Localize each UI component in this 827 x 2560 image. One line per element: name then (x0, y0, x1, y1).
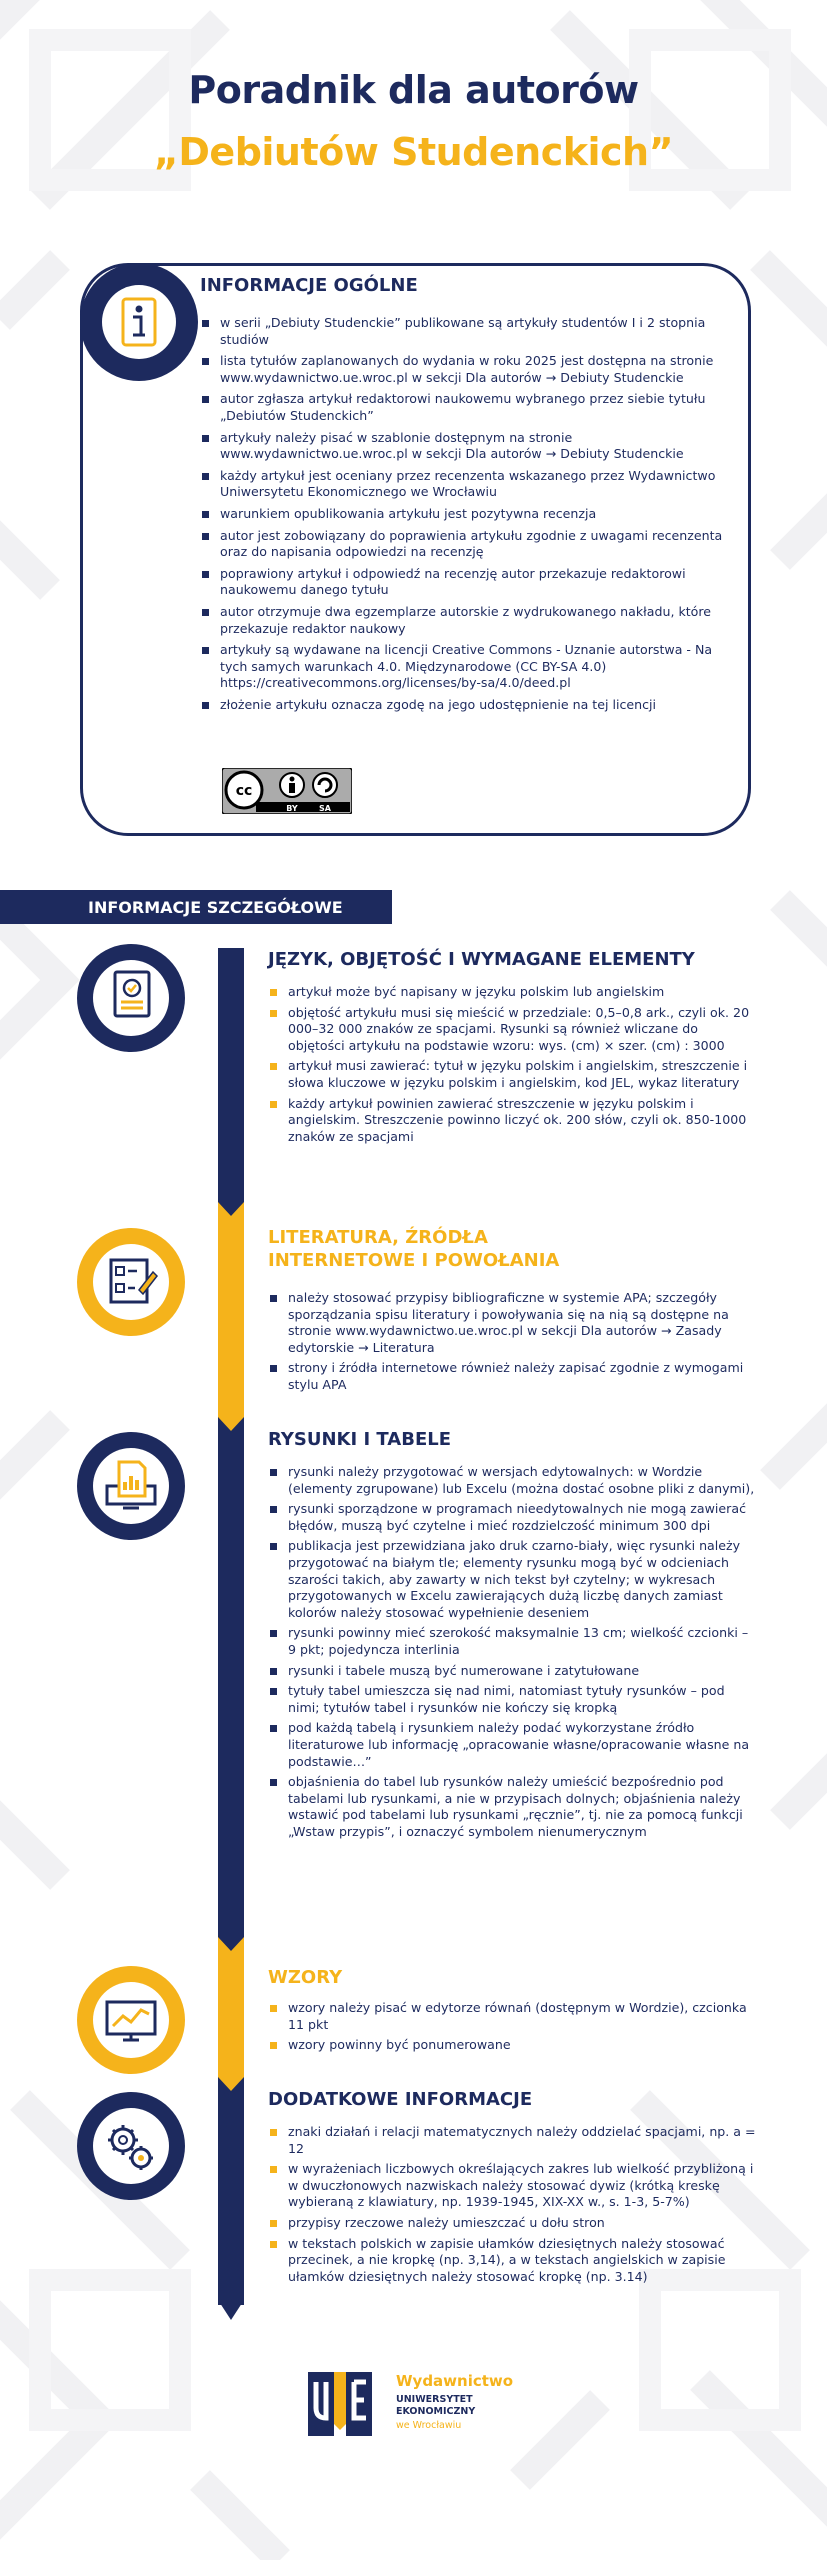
list-item: tytuły tabel umieszcza się nad nimi, natomiast tytuły rysunków – pod nimi; tytułów tabel i rysunków nie kończy się kropką (268, 1683, 758, 1716)
timeline-chevron (218, 2077, 244, 2095)
list-item: należy stosować przypisy bibliograficzne w systemie APA; szczegóły sporządzania spisu literatury i powoływania się na nią są dostępne na stronie www.wydawnictwo.ue.wroc.pl w sekcji Dla autorów → Zasady edytorskie → Literatura (268, 1290, 758, 1356)
details-header-label: INFORMACJE SZCZEGÓŁOWE (88, 898, 343, 917)
section-list (268, 1464, 758, 1844)
list-item: w serii „Debiuty Studenckie” publikowane są artykuły studentów I i 2 stopnia studiów (200, 315, 735, 348)
section-title: RYSUNKI I TABELE (268, 1429, 452, 1450)
list-item: autor zgłasza artykuł redaktorowi naukowemu wybranego przez siebie tytułu „Debiutów Studenckich” (200, 391, 735, 424)
list-item: poprawiony artykuł i odpowiedź na recenzję autor przekazuje redaktorowi naukowemu danego tytułu (200, 566, 735, 599)
monitor-chart-icon (77, 1432, 185, 1540)
list-item: pod każdą tabelą i rysunkiem należy podać wykorzystane źródło literaturowe lub informację „opracowanie własne/opracowanie własne na podstawie…” (268, 1720, 758, 1770)
list-item: rysunki i tabele muszą być numerowane i zatytułowane (268, 1663, 758, 1680)
timeline-segment (218, 2095, 244, 2305)
checklist-pen-icon (77, 1228, 185, 1336)
timeline-chevron (218, 1202, 244, 1220)
list-item: autor otrzymuje dwa egzemplarze autorskie z wydrukowanego nakładu, które przekazuje redaktor naukowy (200, 604, 735, 637)
ue-logo-icon (304, 2368, 376, 2440)
list-item: każdy artykuł powinien zawierać streszczenie w języku polskim i angielskim. Streszczenie powinno liczyć ok. 200 słów, czyli ok. 850-1000 znaków ze spacjami (268, 1096, 758, 1146)
gears-icon (77, 2092, 185, 2200)
timeline-chevron (218, 1937, 244, 1955)
list-item: wzory należy pisać w edytorze równań (dostępnym w Wordzie), czcionka 11 pkt (268, 2000, 758, 2033)
timeline-segment (218, 1955, 244, 2095)
timeline-segment (218, 948, 244, 1220)
section-icon-badge (77, 1966, 185, 2074)
logo-university-line2: EKONOMICZNY (396, 2406, 476, 2417)
section-list (268, 1290, 758, 1398)
list-item: artykuły należy pisać w szablonie dostępnym na stronie www.wydawnictwo.ue.wroc.pl w sekcji Dla autorów → Debiuty Studenckie (200, 430, 735, 463)
list-item: przypisy rzeczowe należy umieszczać u dołu stron (268, 2215, 758, 2232)
list-item: wzory powinny być ponumerowane (268, 2037, 758, 2054)
list-item: każdy artykuł jest oceniany przez recenzenta wskazanego przez Wydawnictwo Uniwersytetu Ekonomicznego we Wrocławiu (200, 468, 735, 501)
section-icon-badge (77, 1228, 185, 1336)
timeline-segment (218, 1220, 244, 1435)
general-info-list (200, 315, 735, 718)
list-item: objaśnienia do tabel lub rysunków należy umieścić bezpośrednio pod tabelami lub rysunkami, a nie w przypisach dolnych; objaśnienia należy wstawić pod tabelami lub rysunkami „ręcznie”, tj. nie za pomocą funkcji „Wstaw przypis”, i oznaczyć symbolem nienumerycznym (268, 1774, 758, 1840)
list-item: w wyrażeniach liczbowych określających zakres lub wielkość przybliżoną i w dwuczłonowych nazwiskach należy stosować dywiz (krótką kreskę wybieraną z klawiatury, np. 1939-1945, XIX-XX w., s. 1-3, 5-7%) (268, 2161, 758, 2211)
list-item: rysunki należy przygotować w wersjach edytowalnych: w Wordzie (elementy zgrupowane) lub Excelu (można dostać osobne pliki z danymi), (268, 1464, 758, 1497)
list-item: w tekstach polskich w zapisie ułamków dziesiętnych należy stosować przecinek, a nie kropkę (np. 3,14), a w tekstach angielskich w zapisie ułamków dziesiętnych należy stosować kropkę (np. 3.14) (268, 2236, 758, 2286)
list-item: artykuł może być napisany w języku polskim lub angielskim (268, 984, 758, 1001)
timeline-chevron (218, 1417, 244, 1435)
list-item: artykuły są wydawane na licencji Creative Commons - Uznanie autorstwa - Na tych samych warunkach 4.0. Międzynarodowe (CC BY-SA 4.0) https://creativecommons.org/licenses/by-sa/4.0/deed.pl (200, 642, 735, 692)
general-info-title: INFORMACJE OGÓLNE (200, 275, 418, 296)
list-item: artykuł musi zawierać: tytuł w języku polskim i angielskim, streszczenie i słowa kluczowe w języku polskim i angielskim, kod JEL, wykaz literatury (268, 1058, 758, 1091)
by-label: BY (286, 804, 298, 813)
section-title: JĘZYK, OBJĘTOŚĆ I WYMAGANE ELEMENTY (268, 949, 695, 970)
list-item: rysunki powinny mieć szerokość maksymalnie 13 cm; wielkość czcionki – 9 pkt; pojedyncza interlinia (268, 1625, 758, 1658)
logo-title: Wydawnictwo (396, 2372, 514, 2390)
section-list (268, 2000, 758, 2058)
logo-university-line1: UNIWERSYTET (396, 2394, 473, 2405)
list-item: autor jest zobowiązany do poprawienia artykułu zgodnie z uwagami recenzenta oraz do napisania odpowiedzi na recenzję (200, 528, 735, 561)
sa-label: SA (319, 804, 331, 813)
section-icon-badge (77, 944, 185, 1052)
list-item: strony i źródła internetowe również należy zapisać zgodnie z wymogami stylu APA (268, 1360, 758, 1393)
logo-university (396, 2394, 475, 2418)
section-icon-badge (77, 2092, 185, 2200)
details-header-bar (0, 890, 392, 924)
list-item: objętość artykułu musi się mieścić w przedziale: 0,5–0,8 ark., czyli ok. 20 000–32 000 znaków ze spacjami. Rysunki są również wliczane do objętości artykułu na podstawie wzoru: wys. (cm) × szer. (cm) : 3000 (268, 1005, 758, 1055)
list-item: rysunki sporządzone w programach nieedytowalnych nie mogą zawierać błędów, muszą być czytelne i mieć rozdzielczość minimum 300 dpi (268, 1501, 758, 1534)
list-item: lista tytułów zaplanowanych do wydania w roku 2025 jest dostępna na stronie www.wydawnictwo.ue.wroc.pl w sekcji Dla autorów → Debiuty Studenckie (200, 353, 735, 386)
timeline-segment (218, 1435, 244, 1955)
section-list (268, 2124, 758, 2289)
section-title: DODATKOWE INFORMACJE (268, 2089, 533, 2110)
list-item: złożenie artykułu oznacza zgodę na jego udostępnienie na tej licencji (200, 697, 735, 714)
cc-label: cc (235, 783, 253, 799)
list-item: publikacja jest przewidziana jako druk czarno-biały, więc rysunki należy przygotować na białym tle; elementy rysunku mogą być w odcieniach szarości takich, aby zawarty w nich tekst był czytelny; w wykresach przygotowanych w Excelu zawierających dużą liczbę danych zamiast kolorów należy stosować wypełnienie deseniem (268, 1538, 758, 1621)
logo-city: we Wrocławiu (396, 2420, 462, 2431)
section-title: LITERATURA, ŹRÓDŁA INTERNETOWE I POWOŁANIA (268, 1227, 560, 1271)
section-list (268, 984, 758, 1149)
document-check-icon (77, 944, 185, 1052)
list-item: warunkiem opublikowania artykułu jest pozytywna recenzja (200, 506, 735, 523)
monitor-graph-icon (77, 1966, 185, 2074)
page-title: Poradnik dla autorów (188, 68, 639, 112)
info-icon-badge (80, 263, 198, 381)
section-icon-badge (77, 1432, 185, 1540)
list-item: znaki działań i relacji matematycznych należy oddzielać spacjami, np. a = 12 (268, 2124, 758, 2157)
timeline-end-chevron (218, 2300, 244, 2322)
info-icon (102, 285, 176, 359)
section-title: WZORY (268, 1967, 343, 1988)
page-subtitle: „Debiutów Studenckich” (153, 130, 674, 174)
cc-license-badge (222, 768, 352, 814)
